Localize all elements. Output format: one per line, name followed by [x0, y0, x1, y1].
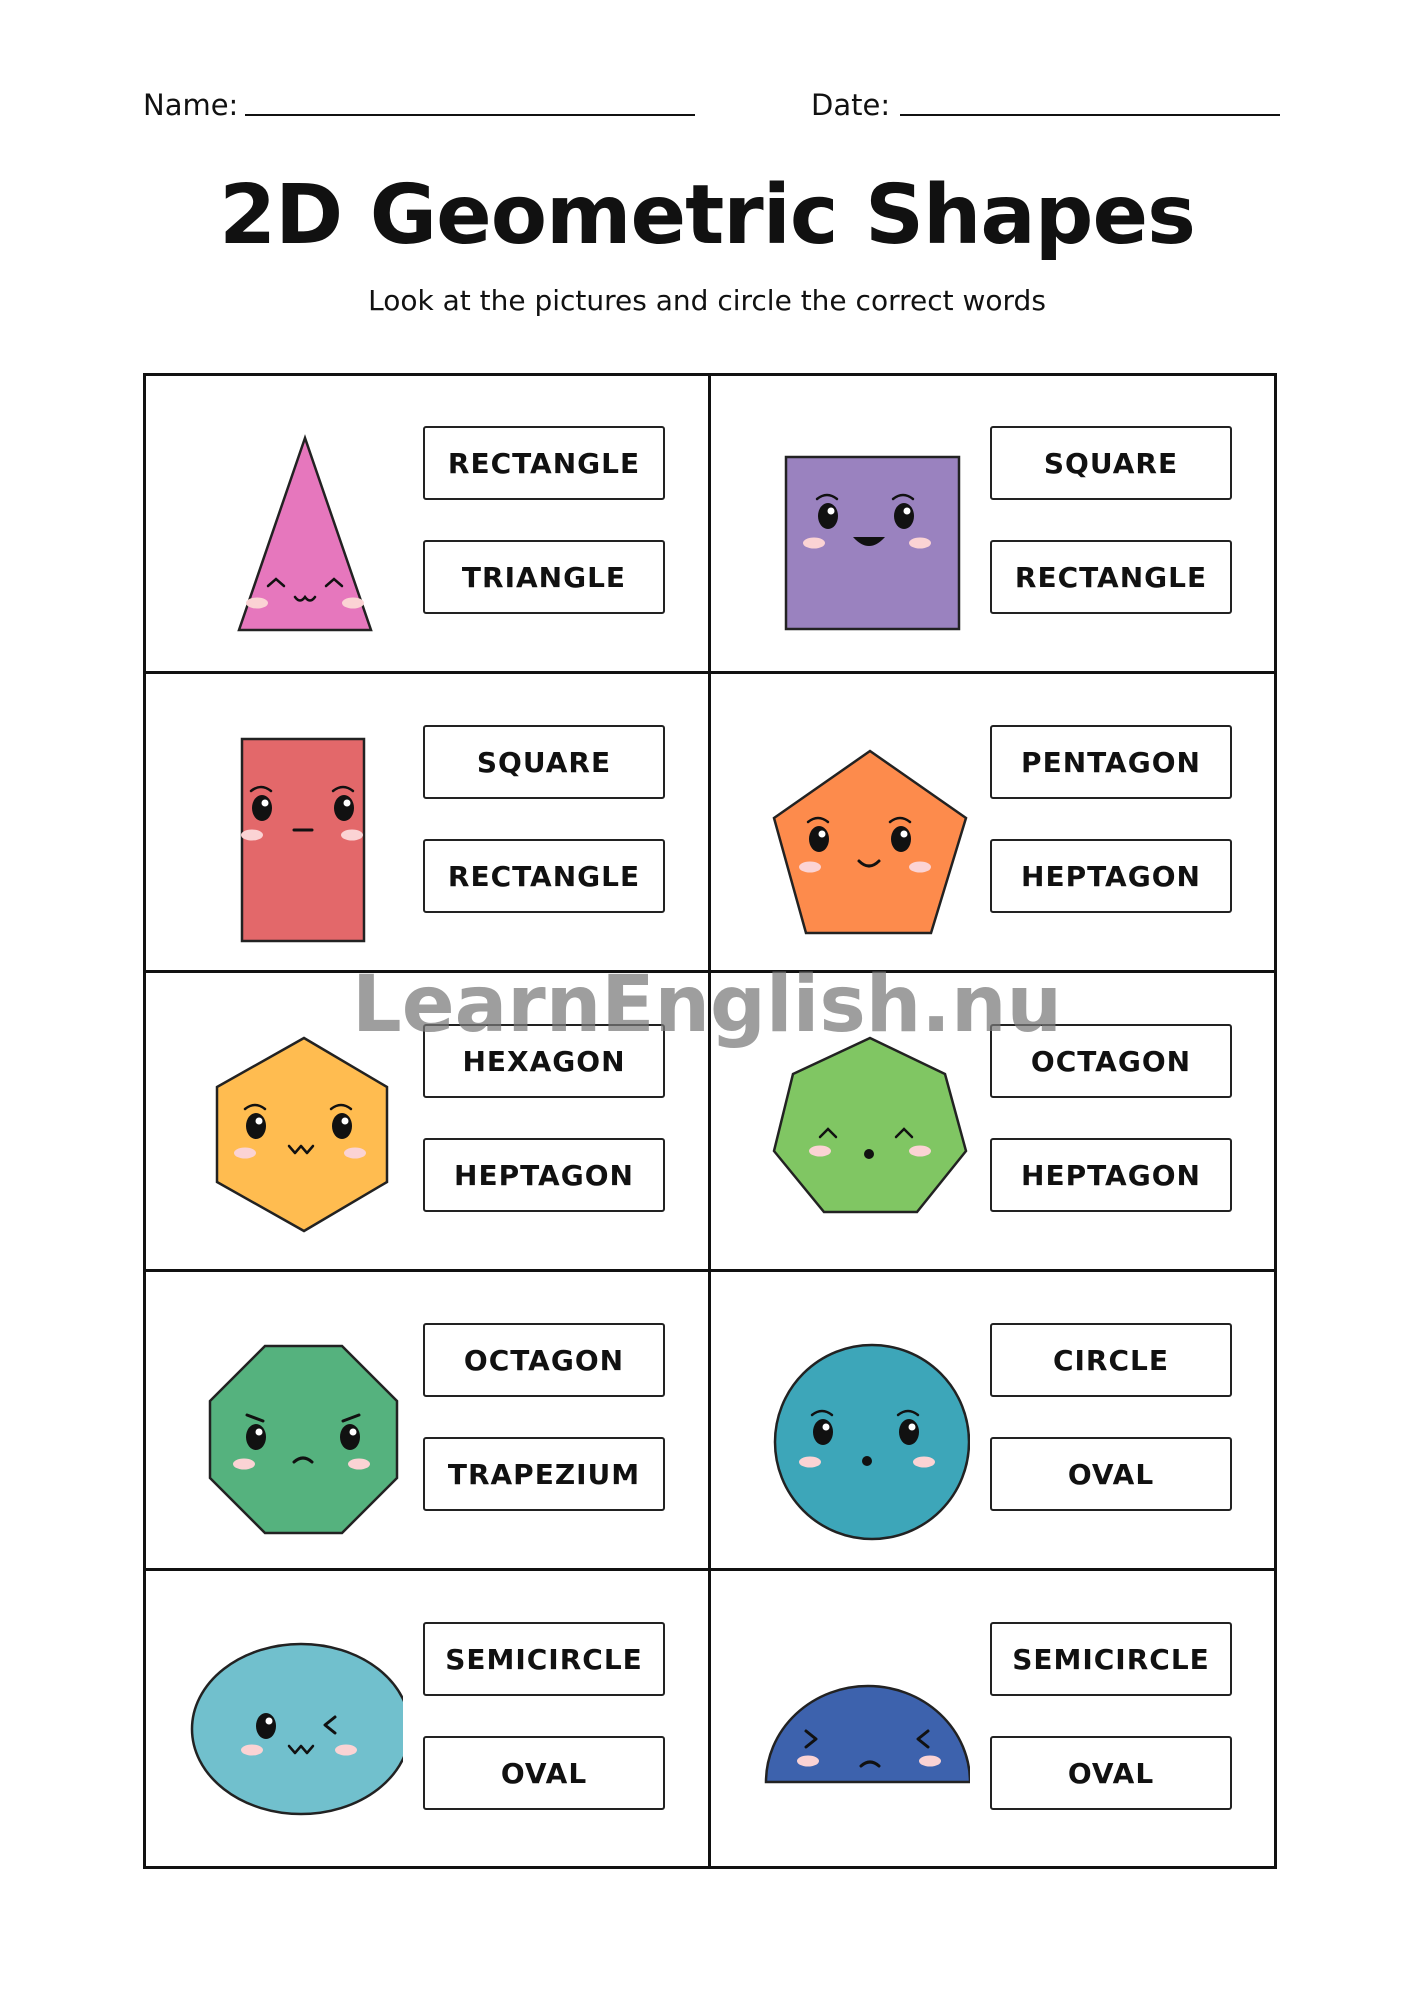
shape-card [710, 1569, 1277, 1868]
shape-card [710, 373, 1277, 672]
answer-option[interactable]: HEPTAGON [423, 1138, 665, 1212]
answer-option[interactable]: SQUARE [423, 725, 665, 799]
name-label: Name: [143, 88, 239, 122]
answer-option[interactable]: TRAPEZIUM [423, 1437, 665, 1511]
rectangle-icon [163, 692, 403, 952]
page-title: 2D Geometric Shapes [219, 168, 1195, 263]
answer-option[interactable]: HEXAGON [423, 1024, 665, 1098]
shape-card [710, 1270, 1277, 1569]
shape-card [710, 971, 1277, 1270]
answer-option[interactable]: PENTAGON [990, 725, 1232, 799]
circle-icon [730, 1290, 970, 1550]
answer-option[interactable]: HEPTAGON [990, 839, 1232, 913]
answer-option[interactable]: OVAL [423, 1736, 665, 1810]
answer-option[interactable]: RECTANGLE [423, 426, 665, 500]
date-label: Date: [811, 88, 891, 122]
answer-option[interactable]: CIRCLE [990, 1323, 1232, 1397]
shape-card [143, 1270, 710, 1569]
pentagon-icon [730, 692, 970, 952]
answer-option[interactable]: SEMICIRCLE [423, 1622, 665, 1696]
octagon-icon [163, 1290, 403, 1550]
answer-option[interactable]: RECTANGLE [990, 540, 1232, 614]
name-field[interactable] [245, 114, 695, 116]
answer-option[interactable]: RECTANGLE [423, 839, 665, 913]
semicircle-icon [730, 1589, 970, 1849]
answer-option[interactable]: SEMICIRCLE [990, 1622, 1232, 1696]
shape-card [143, 672, 710, 971]
answer-option[interactable]: OVAL [990, 1437, 1232, 1511]
answer-option[interactable]: SQUARE [990, 426, 1232, 500]
date-field[interactable] [900, 114, 1280, 116]
square-icon [730, 393, 970, 653]
shape-card [710, 672, 1277, 971]
hexagon-icon [163, 991, 403, 1251]
shape-card [143, 1569, 710, 1868]
oval-icon [163, 1589, 403, 1849]
answer-option[interactable]: OCTAGON [990, 1024, 1232, 1098]
page-subtitle: Look at the pictures and circle the correct words [368, 284, 1046, 317]
shape-card [143, 373, 710, 672]
answer-option[interactable]: OVAL [990, 1736, 1232, 1810]
heptagon-icon [730, 991, 970, 1251]
triangle-icon [163, 393, 403, 653]
shape-card [143, 971, 710, 1270]
watermark: LearnEnglish.nu [352, 960, 1062, 1050]
answer-option[interactable]: OCTAGON [423, 1323, 665, 1397]
answer-option[interactable]: TRIANGLE [423, 540, 665, 614]
answer-option[interactable]: HEPTAGON [990, 1138, 1232, 1212]
